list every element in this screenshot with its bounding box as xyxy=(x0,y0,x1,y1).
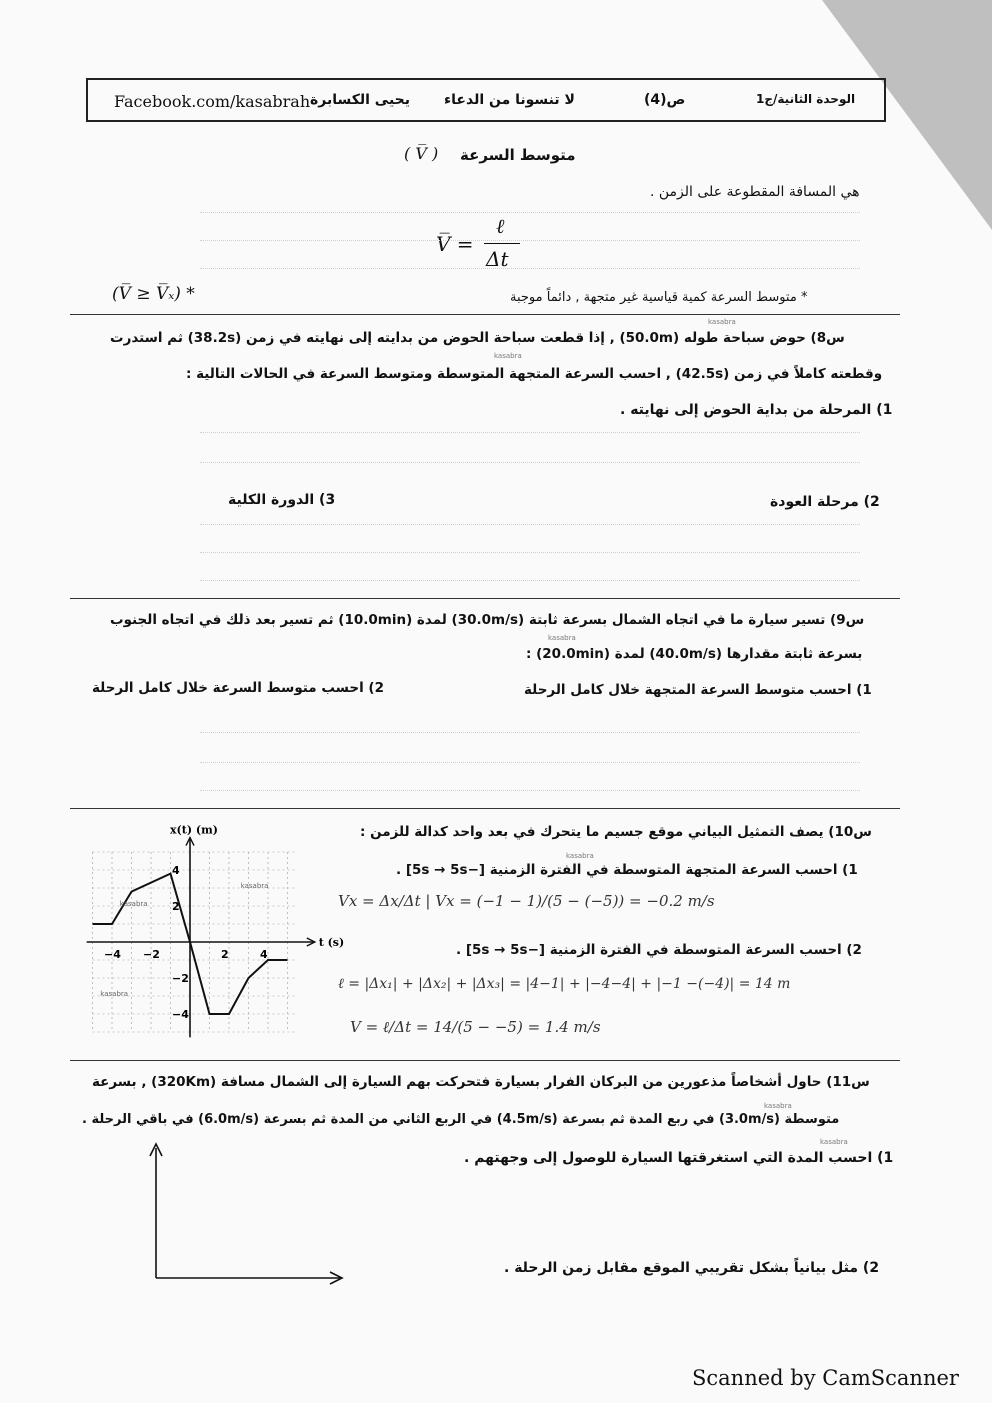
faint-line xyxy=(200,268,860,275)
faint-line xyxy=(200,552,860,559)
q9-part2: 2) احسب متوسط السرعة خلال كامل الرحلة xyxy=(92,680,385,696)
watermark-text: kasabra xyxy=(548,634,576,642)
q8-part3: 3) الدورة الكلية xyxy=(228,492,336,508)
x-tick-label: −2 xyxy=(143,948,160,961)
camscanner-footer: Scanned by CamScanner xyxy=(692,1366,959,1390)
q10-part2: 2) احسب السرعة المتوسطة في الفترة الزمنية [−5s → 5s] . xyxy=(456,942,862,958)
y-tick-label: −4 xyxy=(172,1008,189,1021)
faint-line xyxy=(200,524,860,531)
formula-numerator: ℓ xyxy=(496,214,505,238)
formula-lhs: V̅ = xyxy=(436,232,474,256)
watermark-text: kasabra xyxy=(566,852,594,860)
graph-watermark: kasabra xyxy=(119,900,148,908)
q10-line1: س10) يصف التمثيل البياني موقع جسيم ما يتحرك في بعد واحد كدالة للزمن : xyxy=(360,824,872,840)
header-box xyxy=(86,78,886,122)
note-math: (V̅ ≥ V̅ₓ) * xyxy=(112,284,195,304)
divider xyxy=(70,1060,900,1061)
q11-part2: 2) مثل بيانياً بشكل تقريبي الموقع مقابل زمن الرحلة . xyxy=(504,1260,880,1276)
header-unit: الوحدة الثانية/ج1 xyxy=(756,92,856,106)
q10-work2: ℓ = |Δx₁| + |Δx₂| + |Δx₃| = |4−1| + |−4−4| + |−1 −(−4)| = 14 m xyxy=(338,976,791,992)
section-title: متوسط السرعة xyxy=(460,146,576,164)
graph-watermark: kasabra xyxy=(240,882,269,890)
faint-line xyxy=(200,432,860,439)
header-page: ص(4) xyxy=(644,92,686,108)
faint-line xyxy=(200,732,860,739)
divider xyxy=(70,808,900,809)
q10-work1: Vx = Δx/Δt | Vx = (−1 − 1)/(5 − (−5)) = −0.2 m/s xyxy=(338,892,715,910)
section-title-symbol: ( V̅ ) xyxy=(404,144,439,163)
formula-denominator: Δt xyxy=(486,247,509,271)
header-author: يحيى الكسابرة xyxy=(310,92,411,108)
watermark-text: kasabra xyxy=(764,1102,792,1110)
faint-line xyxy=(200,462,860,469)
x-tick-label: 2 xyxy=(221,948,229,961)
x-tick-label: −4 xyxy=(104,948,121,961)
note-text: * متوسط السرعة كمية قياسية غير متجهة , دائماً موجبة xyxy=(510,290,808,305)
y-axis-label: x(t) (m) xyxy=(170,823,218,837)
x-tick-label: 4 xyxy=(260,948,268,961)
q10-part1: 1) احسب السرعة المتجهة المتوسطة في الفترة الزمنية [−5s → 5s] . xyxy=(396,862,858,878)
y-tick-label: 4 xyxy=(172,864,180,877)
definition-text: هي المسافة المقطوعة على الزمن . xyxy=(650,184,860,200)
watermark-text: kasabra xyxy=(820,1138,848,1146)
graph-watermark: kasabra xyxy=(100,990,129,998)
position-time-graph xyxy=(80,812,345,1052)
q9-part1: 1) احسب متوسط السرعة المتجهة خلال كامل الرحلة xyxy=(524,682,872,698)
q11-line2: متوسطة (3.0m/s) في ربع المدة ثم بسرعة (4.5m/s) في الربع الثاني من المدة ثم بسرعة (6.0m/s) في باقي الرحلة . xyxy=(82,1112,840,1127)
q10-work3: V = ℓ/Δt = 14/(5 − −5) = 1.4 m/s xyxy=(350,1018,601,1036)
divider xyxy=(70,314,900,315)
divider xyxy=(70,598,900,599)
x-axis-label: t (s) xyxy=(318,936,345,949)
faint-line xyxy=(200,790,860,797)
q11-line1: س11) حاول أشخاصاً مذعورين من البركان الفرار بسيارة فتحركت بهم السيارة إلى الشمال مسافة (320Km) , بسرعة xyxy=(92,1074,870,1090)
q8-part2: 2) مرحلة العودة xyxy=(770,494,880,510)
q8-part1: 1) المرحلة من بداية الحوض إلى نهايته . xyxy=(620,402,893,418)
watermark-text: kasabra xyxy=(708,318,736,326)
y-tick-label: −2 xyxy=(172,972,189,985)
header-slogan: لا تنسونا من الدعاء xyxy=(444,92,575,108)
q9-line2: بسرعة ثابتة مقدارها (40.0m/s) لمدة (20.0min) : xyxy=(526,646,863,662)
q9-line1: س9) تسير سيارة ما في اتجاه الشمال بسرعة ثابتة (30.0m/s) لمدة (10.0min) ثم تسير بعد ذلك في اتجاه الجنوب xyxy=(110,612,865,628)
q8-line2: وقطعته كاملاً في زمن (42.5s) , احسب السرعة المتجهة المتوسطة ومتوسط السرعة في الحالات التالية : xyxy=(186,366,883,382)
y-tick-label: 2 xyxy=(172,900,180,913)
faint-line xyxy=(200,212,860,219)
watermark-text: kasabra xyxy=(494,352,522,360)
blank-axes xyxy=(140,1138,350,1288)
header-facebook: Facebook.com/kasabrah xyxy=(114,92,311,111)
faint-line xyxy=(200,240,860,247)
q8-line1: س8) حوض سباحة طوله (50.0m) , إذا قطعت سباحة الحوض من بدايته إلى نهايته في زمن (38.2s) ثم استدرت xyxy=(110,330,845,346)
faint-line xyxy=(200,580,860,587)
faint-line xyxy=(200,762,860,769)
q11-part1: 1) احسب المدة التي استغرقتها السيارة للوصول إلى وجهتهم . xyxy=(464,1150,894,1166)
